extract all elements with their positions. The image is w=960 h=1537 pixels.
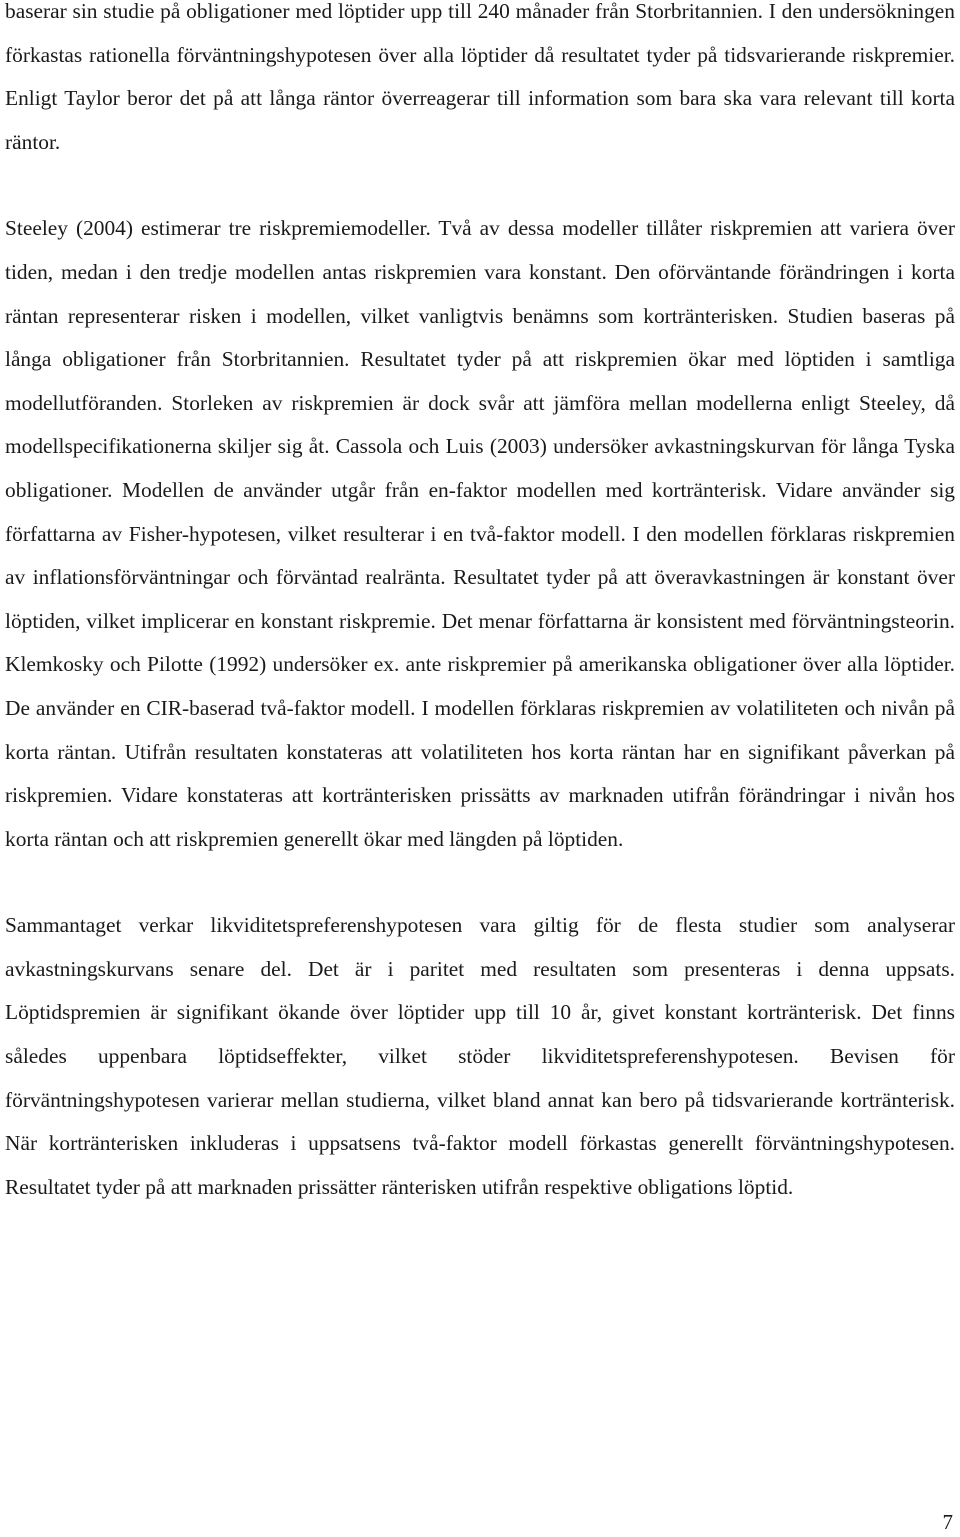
- paragraph-summary: Sammantaget verkar likviditetspreferenshypotesen vara giltig för de flesta studier som analyserar avkastningskurvans senare del. Det är i paritet med resultaten som presenteras i denna uppsats. Löptidspremien är signifikant ökande över löptider upp till 10 år, givet konstant kortränterisk. Det finns således uppenbara löptidseffekter, vilket stöder likviditetspreferenshypotesen. Bevisen för förväntningshypotesen varierar mellan studierna, vilket bland annat kan bero på tidsvarierande kortränterisk. När kortränterisken inkluderas i uppsatsens två-faktor modell förkastas generellt förväntningshypotesen. Resultatet tyder på att marknaden prissätter ränterisken utifrån respektive obligations löptid.: [5, 913, 955, 1199]
- document-page: [5, 0, 955, 1209]
- page-number: 7: [942, 1510, 953, 1534]
- paragraph-literature-review: Steeley (2004) estimerar tre riskpremiemodeller. Två av dessa modeller tillåter riskpremien att variera över tiden, medan i den tredje modellen antas riskpremien vara konstant. Den oförväntande förändringen i korta räntan representerar risken i modellen, vilket vanligtvis benämns som kortränterisken. Studien baseras på långa obligationer från Storbritannien. Resultatet tyder på att riskpremien ökar med löptiden i samtliga modellutföranden. Storleken av riskpremien är dock svår att jämföra mellan modellerna enligt Steeley, då modellspecifikationerna skiljer sig åt. Cassola och Luis (2003) undersöker avkastningskurvan för långa Tyska obligationer. Modellen de använder utgår från en-faktor modellen med kortränterisk. Vidare använder sig författarna av Fisher-hypotesen, vilket resulterar i en två-faktor modell. I den modellen förklaras riskpremien av inflationsförväntningar och förväntad realränta. Resultatet tyder på att överavkastningen är konstant över löptiden, vilket implicerar en konstant riskpremie. Det menar författarna är konsistent med förväntningsteorin. Klemkosky och Pilotte (1992) undersöker ex. ante riskpremier på amerikanska obligationer över alla löptider. De använder en CIR-baserad två-faktor modell. I modellen förklaras riskpremien av volatiliteten och nivån på korta räntan. Utifrån resultaten konstateras att volatiliteten hos korta räntan har en signifikant påverkan på riskpremien. Vidare konstateras att kortränterisken prissätts av marknaden utifrån förändringar i nivån hos korta räntan och att riskpremien generellt ökar med längden på löptiden.: [5, 216, 955, 851]
- paragraph-taylor-continuation: baserar sin studie på obligationer med löptider upp till 240 månader från Storbritannien. I den undersökningen förkastas rationella förväntningshypotesen över alla löptider då resultatet tyder på tidsvarierande riskpremier. Enligt Taylor beror det på att långa räntor överreagerar till information som bara ska vara relevant till korta räntor.: [5, 0, 955, 154]
